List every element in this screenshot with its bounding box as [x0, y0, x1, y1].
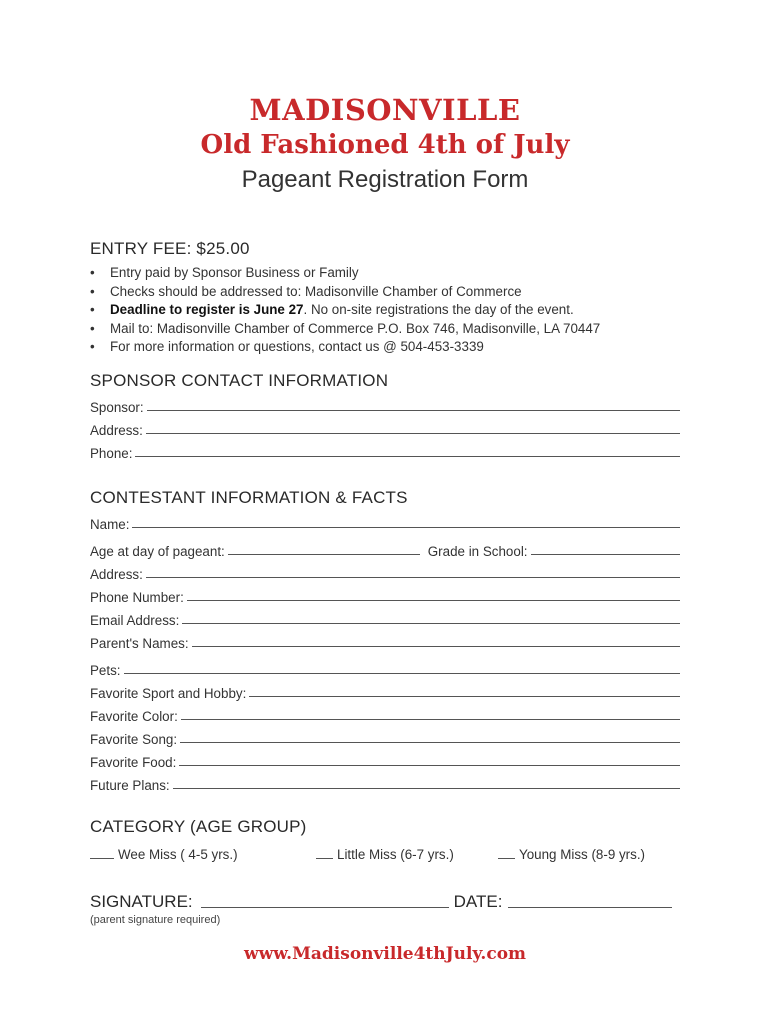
future-plans-field[interactable]: Future Plans:: [90, 770, 680, 793]
contestant-heading: CONTESTANT INFORMATION & FACTS: [90, 488, 408, 507]
website-link[interactable]: www.Madisonville4thJuly.com: [243, 944, 527, 964]
color-field[interactable]: Favorite Color:: [90, 701, 680, 724]
color-input-line[interactable]: [181, 704, 680, 720]
future-plans-input-line[interactable]: [173, 773, 680, 789]
form-header: [0, 92, 770, 198]
list-item: • Checks should be addressed to: Madisonville Chamber of Commerce: [110, 283, 680, 302]
event-title: MADISONVILLE: [249, 93, 521, 127]
pets-field[interactable]: Pets:: [90, 655, 680, 678]
grade-input-line[interactable]: [531, 539, 680, 555]
checkbox-blank[interactable]: [90, 844, 114, 859]
bullet-icon: •: [90, 283, 95, 299]
entry-fee-heading: ENTRY FEE: $25.00: [90, 239, 250, 258]
date-input-line[interactable]: [508, 889, 672, 908]
song-input-line[interactable]: [180, 727, 680, 743]
list-item: • Mail to: Madisonville Chamber of Commerce P.O. Box 746, Madisonville, LA 70447: [110, 320, 680, 339]
category-options: [90, 844, 680, 862]
sponsor-phone-input-line[interactable]: [135, 441, 680, 457]
song-field[interactable]: Favorite Song:: [90, 724, 680, 747]
sponsor-phone-field[interactable]: Phone:: [90, 438, 680, 461]
sponsor-heading: SPONSOR CONTACT INFORMATION: [90, 371, 389, 390]
deadline-note: . No on-site registrations the day of the event.: [303, 302, 574, 317]
name-input-line[interactable]: [132, 512, 680, 528]
category-option-young-miss[interactable]: Young Miss (8-9 yrs.): [498, 844, 645, 862]
email-field[interactable]: Email Address:: [90, 605, 680, 628]
form-title: Pageant Registration Form: [241, 166, 529, 193]
age-label: Age at day of pageant:: [90, 544, 225, 559]
category-section: [90, 816, 680, 862]
sport-hobby-field[interactable]: Favorite Sport and Hobby:: [90, 678, 680, 701]
sport-hobby-input-line[interactable]: [249, 681, 680, 697]
category-option-little-miss[interactable]: Little Miss (6-7 yrs.): [316, 844, 498, 862]
sponsor-input-line[interactable]: [147, 395, 680, 411]
age-grade-row: [90, 536, 680, 559]
phone-number-field[interactable]: Phone Number:: [90, 582, 680, 605]
bullet-icon: •: [90, 320, 95, 336]
signature-label: SIGNATURE:: [90, 892, 193, 911]
address-input-line[interactable]: [146, 562, 680, 578]
list-item: • Entry paid by Sponsor Business or Family: [110, 264, 680, 283]
event-subtitle: Old Fashioned 4th of July: [200, 130, 570, 160]
bullet-icon: •: [90, 265, 95, 280]
signature-row: [90, 886, 680, 912]
food-input-line[interactable]: [179, 750, 680, 766]
parents-names-field[interactable]: Parent's Names:: [90, 628, 680, 651]
list-item: • For more information or questions, contact us @ 504-453-3339: [110, 338, 680, 357]
address-field[interactable]: Address:: [90, 559, 680, 582]
phone-number-input-line[interactable]: [187, 585, 680, 601]
sponsor-address-field[interactable]: Address:: [90, 415, 680, 438]
sponsor-address-input-line[interactable]: [146, 418, 680, 434]
list-item: [90, 301, 680, 320]
signature-section: [90, 886, 680, 926]
contestant-section: [90, 487, 680, 793]
email-input-line[interactable]: [182, 608, 680, 624]
category-heading: CATEGORY (AGE GROUP): [90, 817, 307, 836]
pets-input-line[interactable]: [124, 658, 680, 674]
category-option-wee-miss[interactable]: Wee Miss ( 4-5 yrs.): [90, 844, 316, 862]
bullet-icon: •: [90, 339, 95, 354]
food-field[interactable]: Favorite Food:: [90, 747, 680, 770]
age-input-line[interactable]: [228, 539, 420, 555]
date-label: DATE:: [453, 892, 503, 911]
signature-input-line[interactable]: [201, 889, 449, 908]
entry-fee-section: [90, 238, 680, 357]
bullet-icon: •: [90, 302, 95, 317]
checkbox-blank[interactable]: [498, 844, 515, 859]
entry-info-list: [90, 264, 680, 357]
deadline-text: Deadline to register is June 27: [110, 302, 304, 317]
sponsor-field[interactable]: Sponsor:: [90, 392, 680, 415]
signature-note: (parent signature required): [90, 914, 221, 926]
parents-names-input-line[interactable]: [192, 631, 680, 647]
sponsor-section: [90, 370, 680, 461]
grade-label: Grade in School:: [427, 544, 528, 559]
name-field[interactable]: Name:: [90, 509, 680, 532]
checkbox-blank[interactable]: [316, 844, 333, 859]
